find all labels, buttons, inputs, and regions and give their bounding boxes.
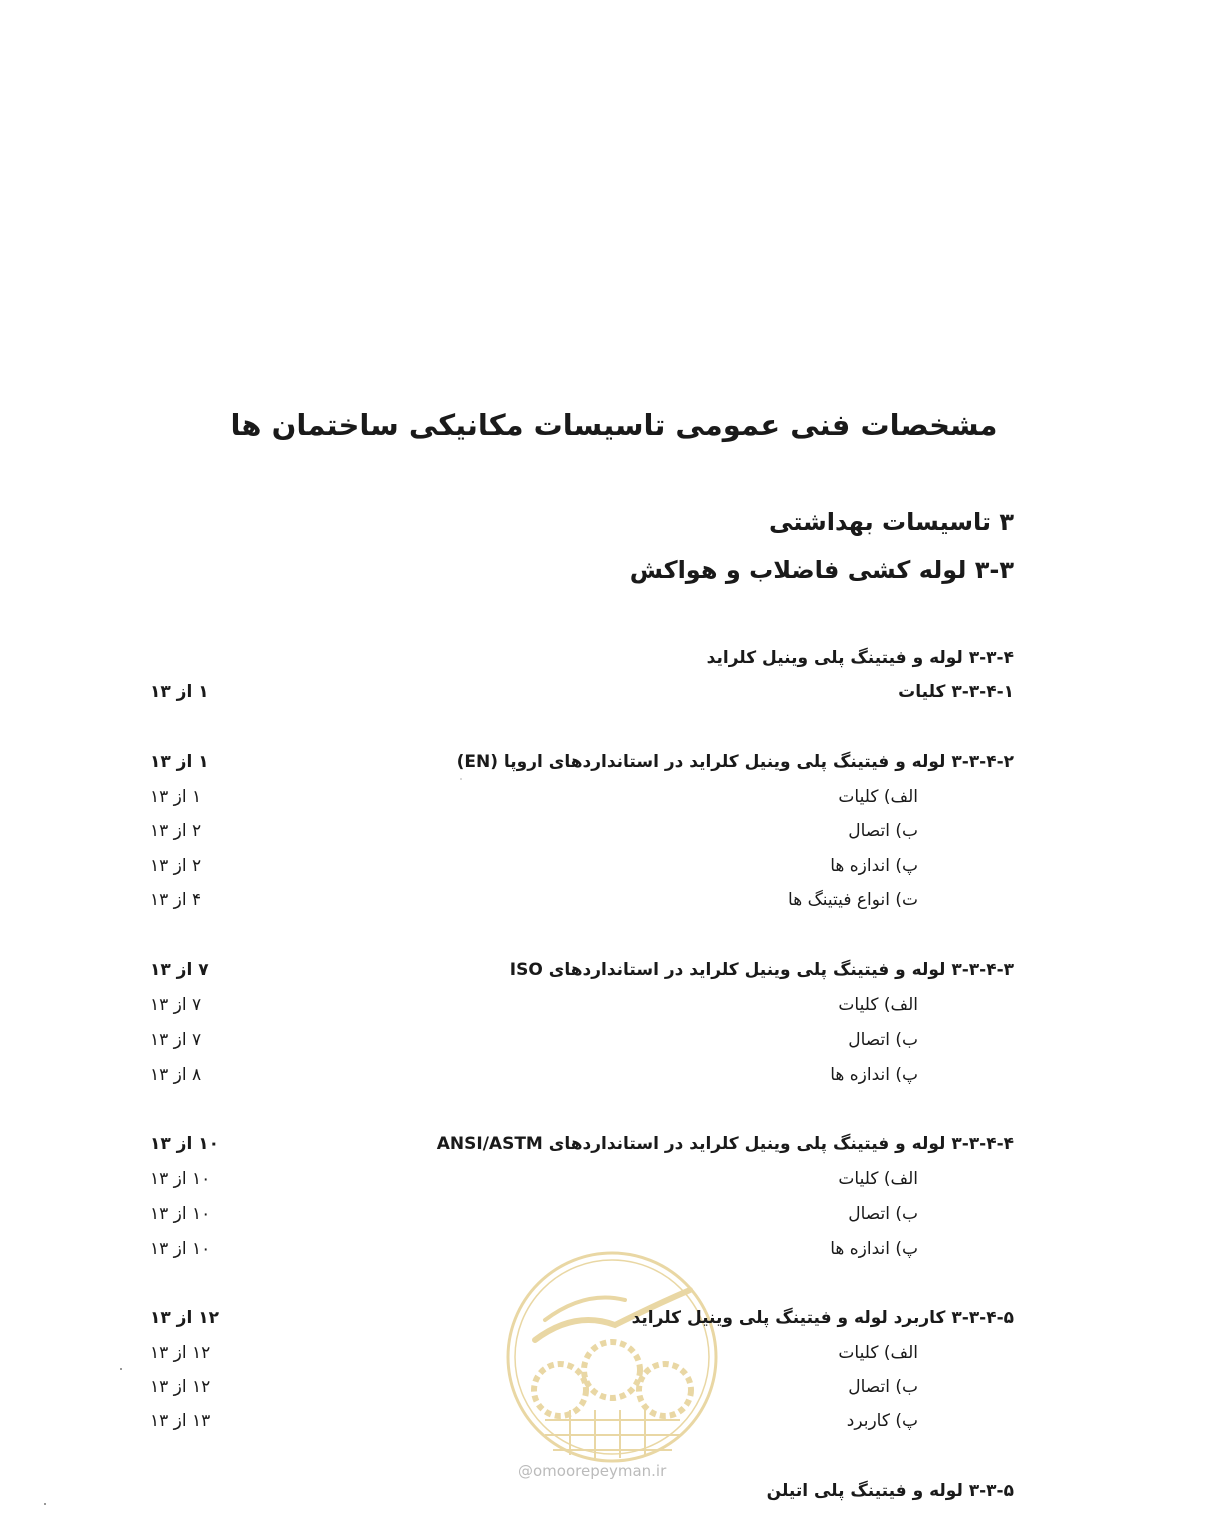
toc-label: ۳-۳-۴-۲ لوله و فیتینگ پلی وینیل کلراید در استانداردهای اروپا (EN) <box>456 752 1014 772</box>
toc-row <box>150 955 1014 985</box>
toc-page: ۴ از ۱۳ <box>150 890 202 910</box>
toc-label: پ) اندازه ها <box>830 856 918 876</box>
toc-subrow <box>150 816 1014 846</box>
toc-label: ۳-۳-۴ لوله و فیتینگ پلی وینیل کلراید <box>706 648 1014 668</box>
toc-label: الف) کلیات <box>838 1169 918 1189</box>
toc-row <box>150 1129 1014 1159</box>
toc-subrow <box>150 1406 1014 1436</box>
toc-page: ۷ از ۱۳ <box>150 960 209 980</box>
toc-label: ب) اتصال <box>848 821 918 841</box>
speck <box>120 1368 122 1370</box>
toc-label: ۳-۳-۴-۴ لوله و فیتینگ پلی وینیل کلراید در استانداردهای ANSI/ASTM <box>436 1134 1014 1154</box>
toc-label: ب) اتصال <box>848 1377 918 1397</box>
toc-row <box>150 1303 1014 1333</box>
toc-label: ۳-۳-۴-۱ کلیات <box>898 682 1014 702</box>
toc-section-3-3-5 <box>150 1476 1014 1506</box>
toc-page: ۲ از ۱۳ <box>150 821 202 841</box>
toc-label: ۳-۳-۴-۵ کاربرد لوله و فیتینگ پلی وینیل کلراید <box>631 1308 1014 1328</box>
watermark-text: @omoorepeyman.ir <box>518 1462 667 1480</box>
speck <box>460 778 462 780</box>
toc-label: ب) اتصال <box>848 1030 918 1050</box>
chapter-heading: ۳ تاسیسات بهداشتی <box>769 508 1014 536</box>
toc-page: ۱ از ۱۳ <box>150 787 202 807</box>
toc-row <box>150 747 1014 777</box>
toc-label: الف) کلیات <box>838 995 918 1015</box>
toc-page: ۱۲ از ۱۳ <box>150 1343 211 1363</box>
toc-page: ۱۰ از ۱۳ <box>150 1239 211 1259</box>
toc-subrow <box>150 885 1014 915</box>
toc-page: ۱۰ از ۱۳ <box>150 1169 211 1189</box>
toc-section-3-3-4 <box>150 643 1014 673</box>
toc-page: ۱۲ از ۱۳ <box>150 1308 219 1328</box>
toc-page: ۲ از ۱۳ <box>150 856 202 876</box>
toc-subrow <box>150 1372 1014 1402</box>
toc-page: ۱ از ۱۳ <box>150 752 209 772</box>
toc-page: ۷ از ۱۳ <box>150 1030 202 1050</box>
toc-label: ب) اتصال <box>848 1204 918 1224</box>
toc-page: ۱۳ از ۱۳ <box>150 1411 211 1431</box>
toc-label: پ) اندازه ها <box>830 1065 918 1085</box>
speck <box>44 1503 46 1505</box>
toc-page: ۱۰ از ۱۳ <box>150 1204 211 1224</box>
toc-subrow <box>150 851 1014 881</box>
toc-page: ۷ از ۱۳ <box>150 995 202 1015</box>
toc-page: ۱۰ از ۱۳ <box>150 1134 219 1154</box>
toc-label: ۳-۳-۴-۳ لوله و فیتینگ پلی وینیل کلراید در استانداردهای ISO <box>509 960 1014 980</box>
section-heading: ۳-۳ لوله کشی فاضلاب و هواکش <box>629 556 1014 584</box>
toc-row <box>150 677 1014 707</box>
toc-subrow <box>150 1338 1014 1368</box>
toc-subrow <box>150 782 1014 812</box>
toc-label: الف) کلیات <box>838 1343 918 1363</box>
toc-label: پ) اندازه ها <box>830 1239 918 1259</box>
toc-label: الف) کلیات <box>838 787 918 807</box>
toc-label: پ) کاربرد <box>846 1411 918 1431</box>
page-title: مشخصات فنی عمومی تاسیسات مکانیکی ساختمان ها <box>230 408 998 442</box>
toc-page: ۱ از ۱۳ <box>150 682 209 702</box>
toc-page: ۱۲ از ۱۳ <box>150 1377 211 1397</box>
toc-subrow <box>150 1164 1014 1194</box>
toc-label: ۳-۳-۵ لوله و فیتینگ پلی اتیلن <box>766 1481 1014 1501</box>
toc-page: ۸ از ۱۳ <box>150 1065 202 1085</box>
toc-subrow <box>150 990 1014 1020</box>
toc-label: ت) انواع فیتینگ ها <box>788 890 918 910</box>
toc-subrow <box>150 1060 1014 1090</box>
toc-subrow <box>150 1199 1014 1229</box>
toc-subrow <box>150 1025 1014 1055</box>
